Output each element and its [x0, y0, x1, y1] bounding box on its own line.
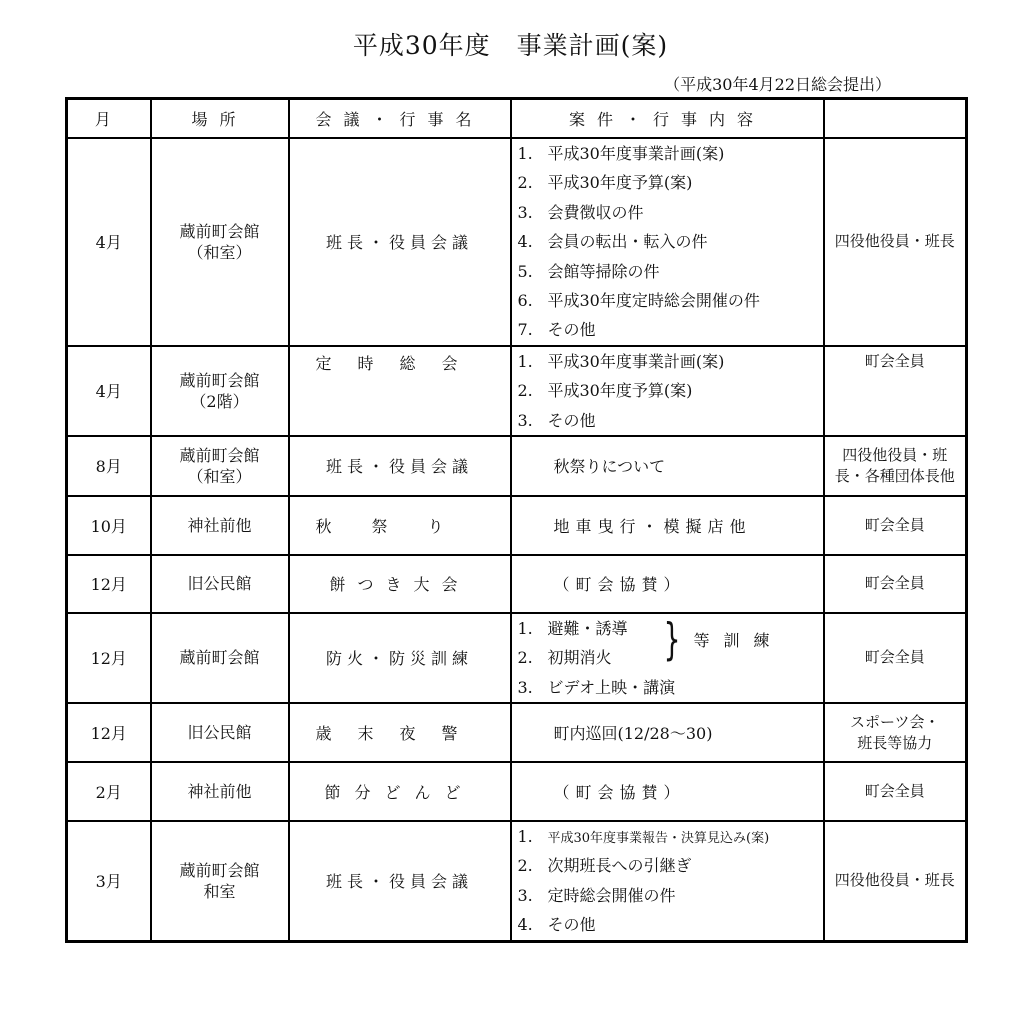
place-line: 旧公民館	[187, 723, 252, 743]
item-number: 2.	[517, 648, 533, 668]
members-line: 四役他役員・班	[842, 445, 948, 464]
row-meeting: 歳末夜警	[289, 703, 511, 762]
header-meeting: 会議・行事名	[289, 99, 511, 139]
list-item	[518, 406, 823, 435]
item-list	[518, 139, 823, 345]
item-number: 4.	[517, 915, 533, 935]
item-text: その他	[547, 410, 596, 430]
row-place	[151, 138, 289, 346]
place-line: 蔵前町会館	[179, 445, 260, 465]
row-month: 12月	[67, 555, 151, 613]
row-meeting: 節分どんど	[289, 762, 511, 821]
document-title: 平成30年度 事業計画(案)	[352, 31, 669, 60]
content-text: 秋祭りについて	[553, 457, 666, 477]
item-text: 平成30年度事業計画(案)	[547, 144, 725, 163]
item-number: 2.	[517, 173, 533, 193]
row-place	[151, 821, 289, 941]
row-content	[511, 346, 824, 436]
row-month: 2月	[67, 762, 151, 821]
table-row	[67, 762, 967, 821]
members-line: 町会全員	[864, 351, 925, 370]
item-text: 次期班長への引継ぎ	[547, 856, 692, 876]
list-item	[518, 168, 823, 197]
item-number: 1.	[517, 144, 533, 163]
item-list	[518, 347, 823, 435]
list-item	[518, 139, 823, 168]
row-members	[824, 821, 967, 941]
place-line: 和室	[203, 881, 236, 901]
item-number: 2.	[517, 381, 533, 401]
list-item	[518, 257, 823, 286]
row-content	[511, 703, 824, 762]
row-content	[511, 496, 824, 555]
item-number: 5.	[517, 261, 533, 281]
place-line: 神社前他	[187, 515, 252, 535]
row-members	[824, 496, 967, 555]
row-members	[824, 138, 967, 346]
item-number: 7.	[517, 320, 533, 340]
row-month: 10月	[67, 496, 151, 555]
list-item	[518, 881, 823, 910]
header-place: 場所	[151, 99, 289, 139]
item-text: 会費徴収の件	[547, 202, 644, 222]
item-text: 平成30年度事業計画(案)	[547, 351, 725, 371]
item-text: 平成30年度予算(案)	[547, 381, 693, 401]
row-month: 3月	[67, 821, 151, 941]
row-place	[151, 613, 289, 703]
table-row	[67, 436, 967, 496]
row-content	[511, 762, 824, 821]
item-number: 3.	[517, 202, 533, 222]
table-row	[67, 138, 967, 346]
list-item	[518, 673, 823, 702]
row-meeting: 秋祭り	[289, 496, 511, 555]
list-item	[518, 376, 823, 405]
row-members	[824, 436, 967, 496]
item-number: 3.	[517, 677, 533, 697]
row-place	[151, 762, 289, 821]
members-line: 四役他役員・班長	[834, 871, 955, 890]
submission-note: （平成30年4月22日総会提出）	[664, 75, 891, 94]
item-text: 会員の転出・転入の件	[547, 232, 708, 252]
members-line: 班長等協力	[857, 733, 933, 752]
list-item	[518, 822, 823, 851]
header-month: 月	[67, 99, 151, 139]
place-line: 旧公民館	[187, 574, 252, 594]
item-text: 平成30年度事業報告・決算見込み(案)	[547, 831, 770, 847]
item-text: 平成30年度定時総会開催の件	[547, 290, 760, 310]
row-place	[151, 555, 289, 613]
brace-label: 等訓練	[693, 630, 784, 650]
right-brace-icon: }	[663, 613, 680, 665]
item-number: 3.	[517, 885, 533, 905]
list-item	[518, 347, 823, 376]
row-content	[511, 821, 824, 941]
members-line: スポーツ会・	[850, 712, 940, 731]
item-text: ビデオ上映・講演	[547, 677, 676, 697]
item-text: 初期消火	[547, 648, 612, 668]
row-month: 4月	[67, 138, 151, 346]
place-line: （2階）	[190, 391, 249, 411]
item-number: 6.	[517, 290, 533, 310]
row-content	[511, 138, 824, 346]
item-number: 1.	[517, 351, 533, 371]
row-members	[824, 613, 967, 703]
table-row	[67, 555, 967, 613]
table-row	[67, 496, 967, 555]
row-place	[151, 496, 289, 555]
row-members	[824, 762, 967, 821]
members-line: 四役他役員・班長	[834, 232, 955, 251]
item-text: 避難・誘導	[547, 618, 628, 638]
item-number: 2.	[517, 856, 533, 876]
header-members	[824, 99, 967, 139]
row-content	[511, 555, 824, 613]
table-row	[67, 613, 967, 703]
members-line: 町会全員	[864, 515, 925, 534]
row-meeting: 班長・役員会議	[289, 821, 511, 941]
row-place	[151, 346, 289, 436]
row-content	[511, 613, 824, 703]
row-meeting: 定時総会	[289, 346, 511, 436]
item-number: 4.	[517, 232, 533, 252]
content-text: 町内巡回(12/28～30)	[553, 724, 713, 744]
table-row	[67, 821, 967, 941]
members-line: 長・各種団体長他	[834, 466, 955, 485]
row-month: 4月	[67, 346, 151, 436]
members-line: 町会全員	[864, 782, 925, 801]
list-item	[518, 227, 823, 256]
row-meeting: 班長・役員会議	[289, 138, 511, 346]
table-row	[67, 346, 967, 436]
item-text: その他	[547, 320, 596, 340]
table-row	[67, 703, 967, 762]
header-content: 案件・行事内容	[511, 99, 824, 139]
list-item	[518, 851, 823, 880]
place-line: 蔵前町会館	[179, 648, 260, 668]
row-content	[511, 436, 824, 496]
item-text: その他	[547, 915, 596, 935]
item-number: 1.	[517, 827, 533, 847]
list-item	[518, 315, 823, 344]
item-text: 定時総会開催の件	[547, 885, 676, 905]
row-members	[824, 703, 967, 762]
event-plan-table	[65, 97, 968, 943]
item-text: 会館等掃除の件	[547, 261, 660, 281]
members-line: 町会全員	[864, 574, 925, 593]
place-line: （和室）	[187, 242, 252, 262]
item-number: 3.	[517, 410, 533, 430]
row-meeting: 班長・役員会議	[289, 436, 511, 496]
item-number: 1.	[517, 618, 533, 638]
content-text: （町会協賛）	[553, 783, 686, 803]
drill-items	[518, 614, 823, 702]
row-meeting: 防火・防災訓練	[289, 613, 511, 703]
place-line: 蔵前町会館	[179, 221, 260, 241]
row-month: 12月	[67, 613, 151, 703]
list-item	[518, 286, 823, 315]
row-place	[151, 436, 289, 496]
place-line: 蔵前町会館	[179, 860, 260, 880]
place-line: 蔵前町会館	[179, 370, 260, 390]
row-place	[151, 703, 289, 762]
list-item	[518, 198, 823, 227]
row-members	[824, 555, 967, 613]
place-line: （和室）	[187, 466, 252, 486]
row-members	[824, 346, 967, 436]
content-text: 地車曳行・模擬店他	[553, 516, 752, 536]
row-month: 8月	[67, 436, 151, 496]
content-text: （町会協賛）	[553, 575, 686, 595]
row-month: 12月	[67, 703, 151, 762]
place-line: 神社前他	[187, 782, 252, 802]
members-line: 町会全員	[864, 648, 925, 667]
table-header-row	[67, 99, 967, 139]
list-item	[518, 910, 823, 939]
item-list	[518, 822, 823, 940]
row-meeting: 餅つき大会	[289, 555, 511, 613]
item-text: 平成30年度予算(案)	[547, 173, 693, 193]
